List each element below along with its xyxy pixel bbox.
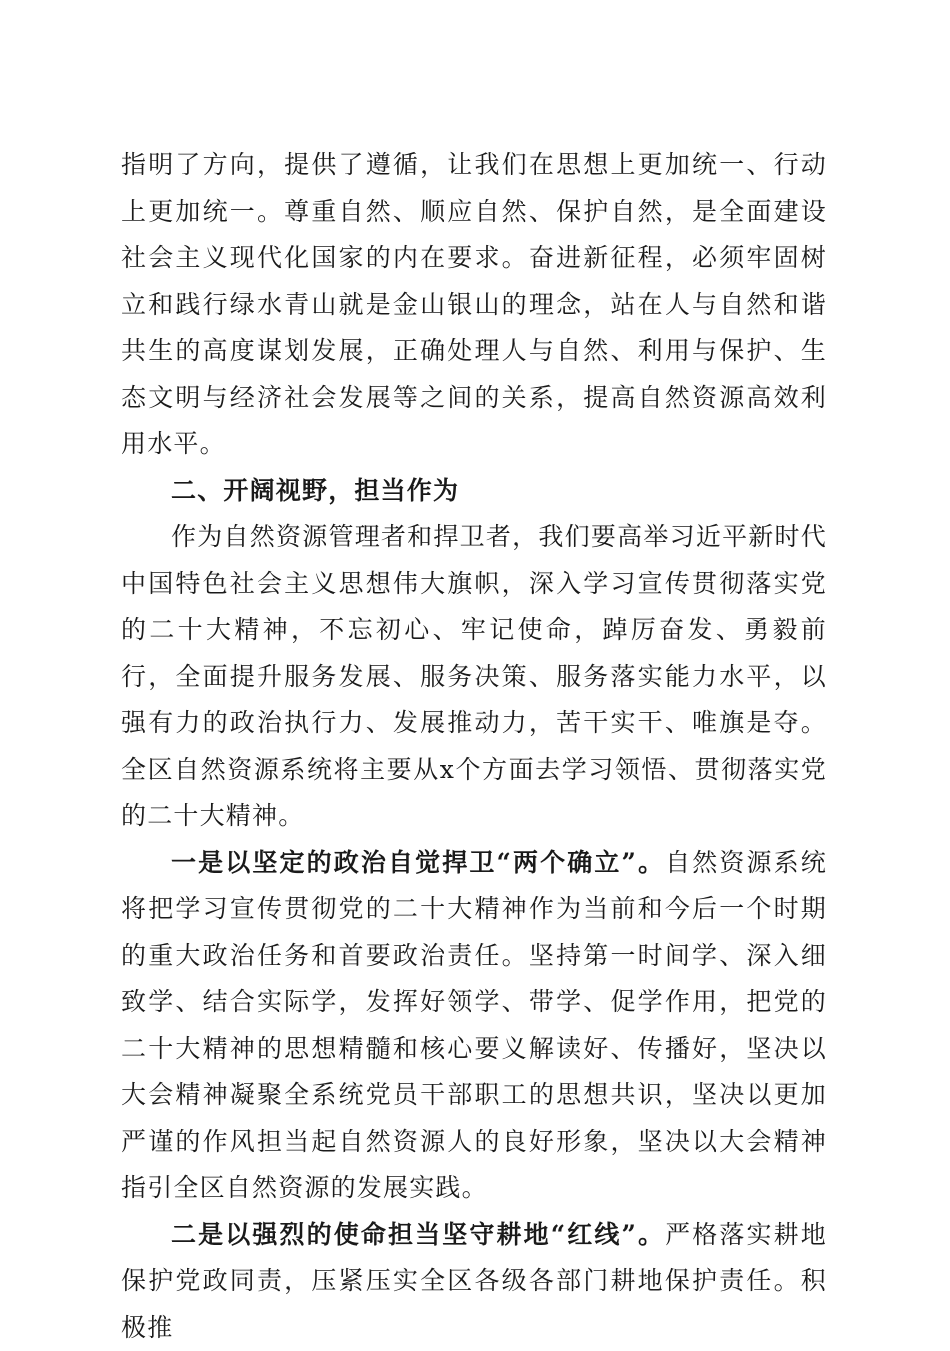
point-1-body: 自然资源系统将把学习宣传贯彻党的二十大精神作为当前和今后一个时期的重大政治任务和首要政治责任。坚持第一时间学、深入细致学、结合实际学，发挥好领学、带学、促学作用，把党的二十大精神的思想精髓和核心要义解读好、传播好，坚决以大会精神凝聚全系统党员干部职工的思想共识，坚决以更加严谨的作风担当起自然资源人的良好形象，坚决以大会精神指引全区自然资源的发展实践。 bbox=[121, 848, 827, 1203]
paragraph-1: 指明了方向，提供了遵循，让我们在思想上更加统一、行动上更加统一。尊重自然、顺应自然、保护自然，是全面建设社会主义现代化国家的内在要求。奋进新征程，必须牢固树立和践行绿水青山就是金山银山的理念，站在人与自然和谐共生的高度谋划发展，正确处理人与自然、利用与保护、生态文明与经济社会发展等之间的关系，提高自然资源高效利用水平。 bbox=[121, 142, 827, 468]
paragraph-2: 作为自然资源管理者和捍卫者，我们要高举习近平新时代中国特色社会主义思想伟大旗帜，深入学习宣传贯彻落实党的二十大精神，不忘初心、牢记使命，踔厉奋发、勇毅前行，全面提升服务发展、服务决策、服务落实能力水平，以强有力的政治执行力、发展推动力，苦干实干、唯旗是夺。全区自然资源系统将主要从x个方面去学习领悟、贯彻落实党的二十大精神。 bbox=[121, 514, 827, 840]
point-2-lead: 二是以强烈的使命担当坚守耕地“红线”。 bbox=[171, 1220, 665, 1249]
point-1-paragraph bbox=[121, 840, 827, 1212]
document-body bbox=[121, 142, 827, 1351]
point-1-lead: 一是以坚定的政治自觉捍卫“两个确立”。 bbox=[171, 848, 665, 877]
point-2-paragraph bbox=[121, 1212, 827, 1351]
section-heading-2: 二、开阔视野，担当作为 bbox=[121, 468, 827, 515]
point-2-body: 严格落实耕地保护党政同责，压紧压实全区各级各部门耕地保护责任。积极推 bbox=[121, 1220, 827, 1342]
